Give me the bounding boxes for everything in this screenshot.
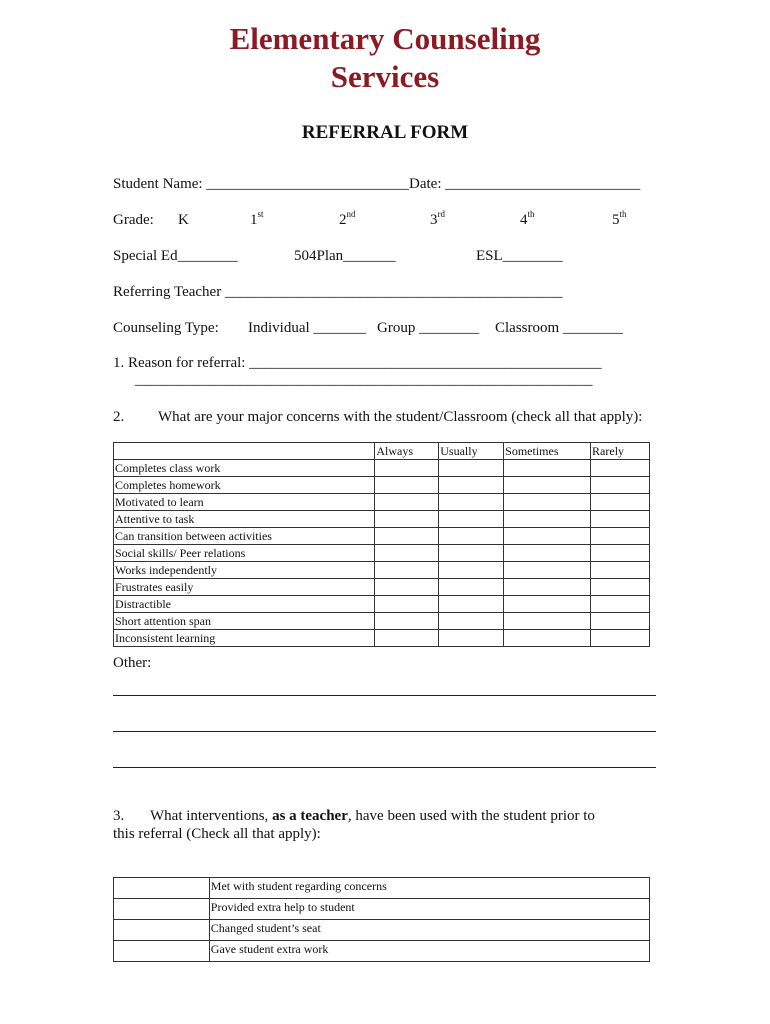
interventions-question-line2: this referral (Check all that apply): bbox=[113, 826, 321, 842]
check-cell[interactable] bbox=[504, 477, 591, 494]
table-row bbox=[114, 899, 650, 920]
check-cell[interactable] bbox=[591, 613, 650, 630]
check-cell[interactable] bbox=[504, 596, 591, 613]
grade-label: Grade: bbox=[113, 212, 154, 228]
check-cell[interactable] bbox=[591, 630, 650, 647]
check-cell[interactable] bbox=[504, 579, 591, 596]
table-row bbox=[114, 941, 650, 962]
page-title: Elementary Counseling bbox=[229, 21, 541, 56]
reason-line2[interactable]: _____________________________________________________________ bbox=[135, 372, 593, 388]
check-cell[interactable] bbox=[504, 545, 591, 562]
interventions-question: What interventions, as a teacher, have been used with the student prior to bbox=[150, 808, 595, 824]
table-row bbox=[114, 920, 650, 941]
check-cell[interactable] bbox=[591, 562, 650, 579]
individual-field[interactable]: Individual _______ bbox=[248, 320, 366, 336]
check-cell[interactable] bbox=[591, 579, 650, 596]
check-cell[interactable] bbox=[375, 613, 439, 630]
check-cell[interactable] bbox=[439, 545, 504, 562]
concern-label: Completes homework bbox=[114, 477, 375, 494]
table-row bbox=[114, 460, 650, 477]
check-cell[interactable] bbox=[114, 899, 210, 920]
check-cell[interactable] bbox=[375, 477, 439, 494]
concern-label: Social skills/ Peer relations bbox=[114, 545, 375, 562]
referring-teacher-field[interactable]: Referring Teacher _____________________________________________ bbox=[113, 284, 563, 300]
check-cell[interactable] bbox=[439, 528, 504, 545]
other-line-2[interactable] bbox=[113, 731, 656, 732]
interventions-table bbox=[113, 877, 650, 962]
page-title-line2: Services bbox=[330, 59, 440, 94]
concern-label: Inconsistent learning bbox=[114, 630, 375, 647]
concerns-number: 2. bbox=[113, 409, 125, 425]
table-row bbox=[114, 477, 650, 494]
check-cell[interactable] bbox=[114, 941, 210, 962]
table-row bbox=[114, 545, 650, 562]
check-cell[interactable] bbox=[439, 596, 504, 613]
intervention-label: Gave student extra work bbox=[209, 941, 649, 962]
check-cell[interactable] bbox=[375, 630, 439, 647]
concern-label: Attentive to task bbox=[114, 511, 375, 528]
column-header: Usually bbox=[439, 443, 504, 460]
check-cell[interactable] bbox=[114, 920, 210, 941]
column-header: Sometimes bbox=[504, 443, 591, 460]
table-row bbox=[114, 494, 650, 511]
intervention-label: Met with student regarding concerns bbox=[209, 878, 649, 899]
plan-504-field[interactable]: 504Plan_______ bbox=[294, 248, 396, 264]
form-subtitle: REFERRAL FORM bbox=[301, 122, 469, 143]
column-header: Always bbox=[375, 443, 439, 460]
other-line-3[interactable] bbox=[113, 767, 656, 768]
table-row bbox=[114, 528, 650, 545]
intervention-label: Changed student’s seat bbox=[209, 920, 649, 941]
concern-label: Completes class work bbox=[114, 460, 375, 477]
table-row bbox=[114, 511, 650, 528]
check-cell[interactable] bbox=[114, 878, 210, 899]
check-cell[interactable] bbox=[504, 511, 591, 528]
table-row bbox=[114, 579, 650, 596]
reason-field[interactable]: 1. Reason for referral: _______________________________________________ bbox=[113, 355, 602, 371]
check-cell[interactable] bbox=[591, 528, 650, 545]
check-cell[interactable] bbox=[439, 477, 504, 494]
other-label: Other: bbox=[113, 655, 152, 671]
check-cell[interactable] bbox=[591, 545, 650, 562]
check-cell[interactable] bbox=[439, 562, 504, 579]
check-cell[interactable] bbox=[591, 494, 650, 511]
check-cell[interactable] bbox=[591, 511, 650, 528]
column-header: Rarely bbox=[591, 443, 650, 460]
check-cell[interactable] bbox=[375, 494, 439, 511]
check-cell[interactable] bbox=[591, 460, 650, 477]
concern-label: Frustrates easily bbox=[114, 579, 375, 596]
check-cell[interactable] bbox=[439, 494, 504, 511]
check-cell[interactable] bbox=[591, 596, 650, 613]
check-cell[interactable] bbox=[375, 460, 439, 477]
check-cell[interactable] bbox=[375, 562, 439, 579]
check-cell[interactable] bbox=[591, 477, 650, 494]
header-blank-cell bbox=[114, 443, 375, 460]
check-cell[interactable] bbox=[439, 579, 504, 596]
date-field[interactable]: Date: __________________________ bbox=[409, 176, 641, 192]
grade-option[interactable]: 3rd bbox=[430, 209, 445, 228]
grade-option[interactable]: 1st bbox=[250, 209, 264, 228]
check-cell[interactable] bbox=[375, 596, 439, 613]
counseling-type-label: Counseling Type: bbox=[113, 320, 219, 336]
concern-label: Can transition between activities bbox=[114, 528, 375, 545]
student-name-field[interactable]: Student Name: ___________________________ bbox=[113, 176, 409, 192]
concern-label: Distractible bbox=[114, 596, 375, 613]
check-cell[interactable] bbox=[375, 511, 439, 528]
concerns-question: What are your major concerns with the student/Classroom (check all that apply): bbox=[158, 409, 643, 425]
check-cell[interactable] bbox=[375, 528, 439, 545]
check-cell[interactable] bbox=[504, 494, 591, 511]
grade-option[interactable]: 2nd bbox=[339, 209, 356, 228]
check-cell[interactable] bbox=[504, 613, 591, 630]
concern-label: Short attention span bbox=[114, 613, 375, 630]
check-cell[interactable] bbox=[439, 613, 504, 630]
concern-label: Motivated to learn bbox=[114, 494, 375, 511]
check-cell[interactable] bbox=[504, 562, 591, 579]
check-cell[interactable] bbox=[439, 630, 504, 647]
table-row bbox=[114, 562, 650, 579]
interventions-number: 3. bbox=[113, 808, 125, 824]
check-cell[interactable] bbox=[504, 528, 591, 545]
table-row bbox=[114, 613, 650, 630]
table-row bbox=[114, 630, 650, 647]
check-cell[interactable] bbox=[439, 511, 504, 528]
check-cell[interactable] bbox=[375, 545, 439, 562]
table-row bbox=[114, 878, 650, 899]
check-cell[interactable] bbox=[375, 579, 439, 596]
concern-label: Works independently bbox=[114, 562, 375, 579]
grade-option[interactable]: K bbox=[178, 212, 189, 228]
group-field[interactable]: Group ________ bbox=[377, 320, 480, 336]
intervention-label: Provided extra help to student bbox=[209, 899, 649, 920]
special-ed-field[interactable]: Special Ed________ bbox=[113, 248, 238, 264]
grade-option[interactable]: 5th bbox=[612, 209, 627, 228]
check-cell[interactable] bbox=[504, 460, 591, 477]
classroom-field[interactable]: Classroom ________ bbox=[495, 320, 623, 336]
esl-field[interactable]: ESL________ bbox=[476, 248, 563, 264]
grade-option[interactable]: 4th bbox=[520, 209, 535, 228]
check-cell[interactable] bbox=[504, 630, 591, 647]
table-row bbox=[114, 596, 650, 613]
other-line-1[interactable] bbox=[113, 695, 656, 696]
check-cell[interactable] bbox=[439, 460, 504, 477]
concerns-table bbox=[113, 442, 650, 647]
